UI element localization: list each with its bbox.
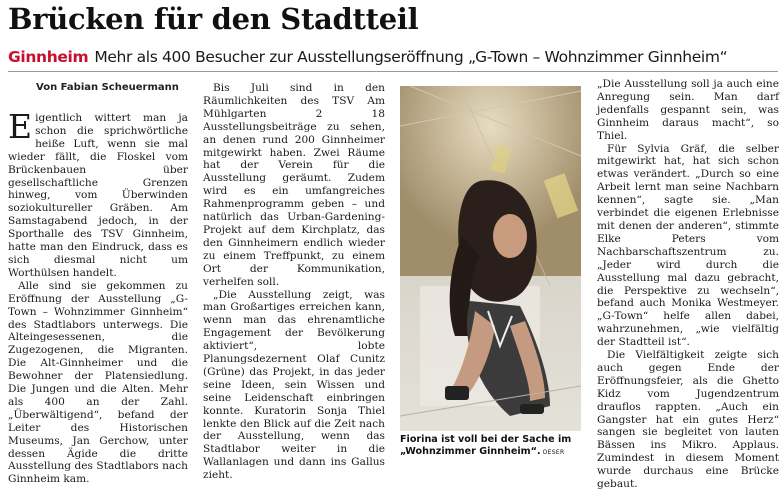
photo-credit: OESER [542, 449, 565, 456]
paragraph: Alle sind sie gekommen zu Eröffnung der Ausstellung „G-Town – Wohnzimmer Ginnheim“ des Stadtlabors unterwegs. Die Alteingesessenen, die Zugezogenen, die Migranten. Die Alt-Ginnheimer und die Bewohner der Platensiedlung. Die Jungen und die Alten. Mehr als 400 an der Zahl. „Überwältigend“, befand der Leiter des Historischen Museums, Jan Gerchow, unter dessen Ägide die dritte Ausstellung des Stadtlabors nach Ginnheim kam. [8, 279, 188, 486]
byline: Von Fabian Scheuermann [36, 82, 179, 93]
paragraph: „Die Ausstellung zeigt, was man Großartiges erreichen kann, wenn man das ehrenamtliche Engagement der Bevölkerung aktiviert“, lobte Planungsdezernent Olaf Cunitz (Grüne) das Projekt, in das jeder seine Ideen, sein Wissen und seine Leidenschaft einbringen konnte. Kuratorin Sonja Thiel lenkte den Blick auf die Zeit nach der Ausstellung, wenn das Stadtlabor weiter in die Wallanlagen und dann ins Gallus zieht. [203, 288, 385, 482]
subheadline [8, 48, 778, 66]
photo-illustration [400, 86, 581, 431]
headline: Brücken für den Stadtteil [8, 2, 419, 36]
article-column-1 [8, 107, 188, 486]
paragraph: „Die Ausstellung soll ja auch eine Anregung sein. Man darf jedenfalls gespannt sein, was Ginnheim daraus macht“, so Thiel. [597, 78, 779, 142]
paragraph: Eigentlich wittert man ja schon die sprichwörtliche heiße Luft, wenn sie mal wieder fällt, die Floskel vom Brückenbauen über gesellschaftliche Grenzen hinweg, vom Überwinden soziokultureller Gräben. Am Samstagabend jedoch, in der Sporthalle des TSV Ginnheim, hatte man den Eindruck, dass es sich diesmal nicht um Worthülsen handelt. [8, 107, 188, 279]
article-column-3 [597, 78, 779, 491]
place-label: Ginnheim [8, 48, 89, 66]
header-divider [8, 71, 778, 72]
paragraph: Bis Juli sind in den Räumlichkeiten des TSV Am Mühlgarten 2 18 Ausstellungsbeiträge zu sehen, an denen rund 200 Ginnheimer mitgewirkt haben. Zwei Räume hat der Verein für die Ausstellung geräumt. Zudem wird es ein umfangreiches Rahmenprogramm geben – und natürlich das Urban-Gardening-Projekt auf dem Kirchplatz, das den Ginnheimern endlich wieder zu einem Treffpunkt, zu einem Ort der Kommunikation, verhelfen soll. [203, 82, 385, 288]
subheadline-text: Mehr als 400 Besucher zur Ausstellungseröffnung „G-Town – Wohnzimmer Ginnheim“ [94, 48, 728, 66]
article-photo [400, 86, 581, 431]
paragraph: Für Sylvia Gräf, die selber mitgewirkt hat, hat sich schon etwas verändert. „Durch so eine Arbeit lernt man seine Nachbarn kennen“, sagte sie. „Man verbindet die eigenen Erlebnisse mit denen der anderen“, stimmte Elke Peters vom Nachbarschaftszentrum zu. „Jeder wird durch die Ausstellung mal dazu gebracht, die Perspektive zu wechseln“, befand auch Monika Westmeyer. „G-Town“ helfe allen dabei, wahrzunehmen, „wie vielfältig der Stadtteil ist“. [597, 142, 779, 349]
article-column-2 [203, 82, 385, 482]
paragraph: Die Vielfältigkeit zeigte sich auch gegen Ende der Eröffnungsfeier, als die Ghetto Kidz vom Jugendzentrum drauflos rappten. „Auch ein Gangster hat ein gutes Herz“ sangen sie begleitet von lauten Bässen ins Mikro. Applaus. Zumindest in diesem Moment wurde durchaus eine Brücke gebaut. [597, 349, 779, 491]
dropcap: E [8, 107, 33, 146]
photo-caption: Fiorina ist voll bei der Sache im „Wohnzimmer Ginnheim“. OESER [400, 434, 572, 457]
